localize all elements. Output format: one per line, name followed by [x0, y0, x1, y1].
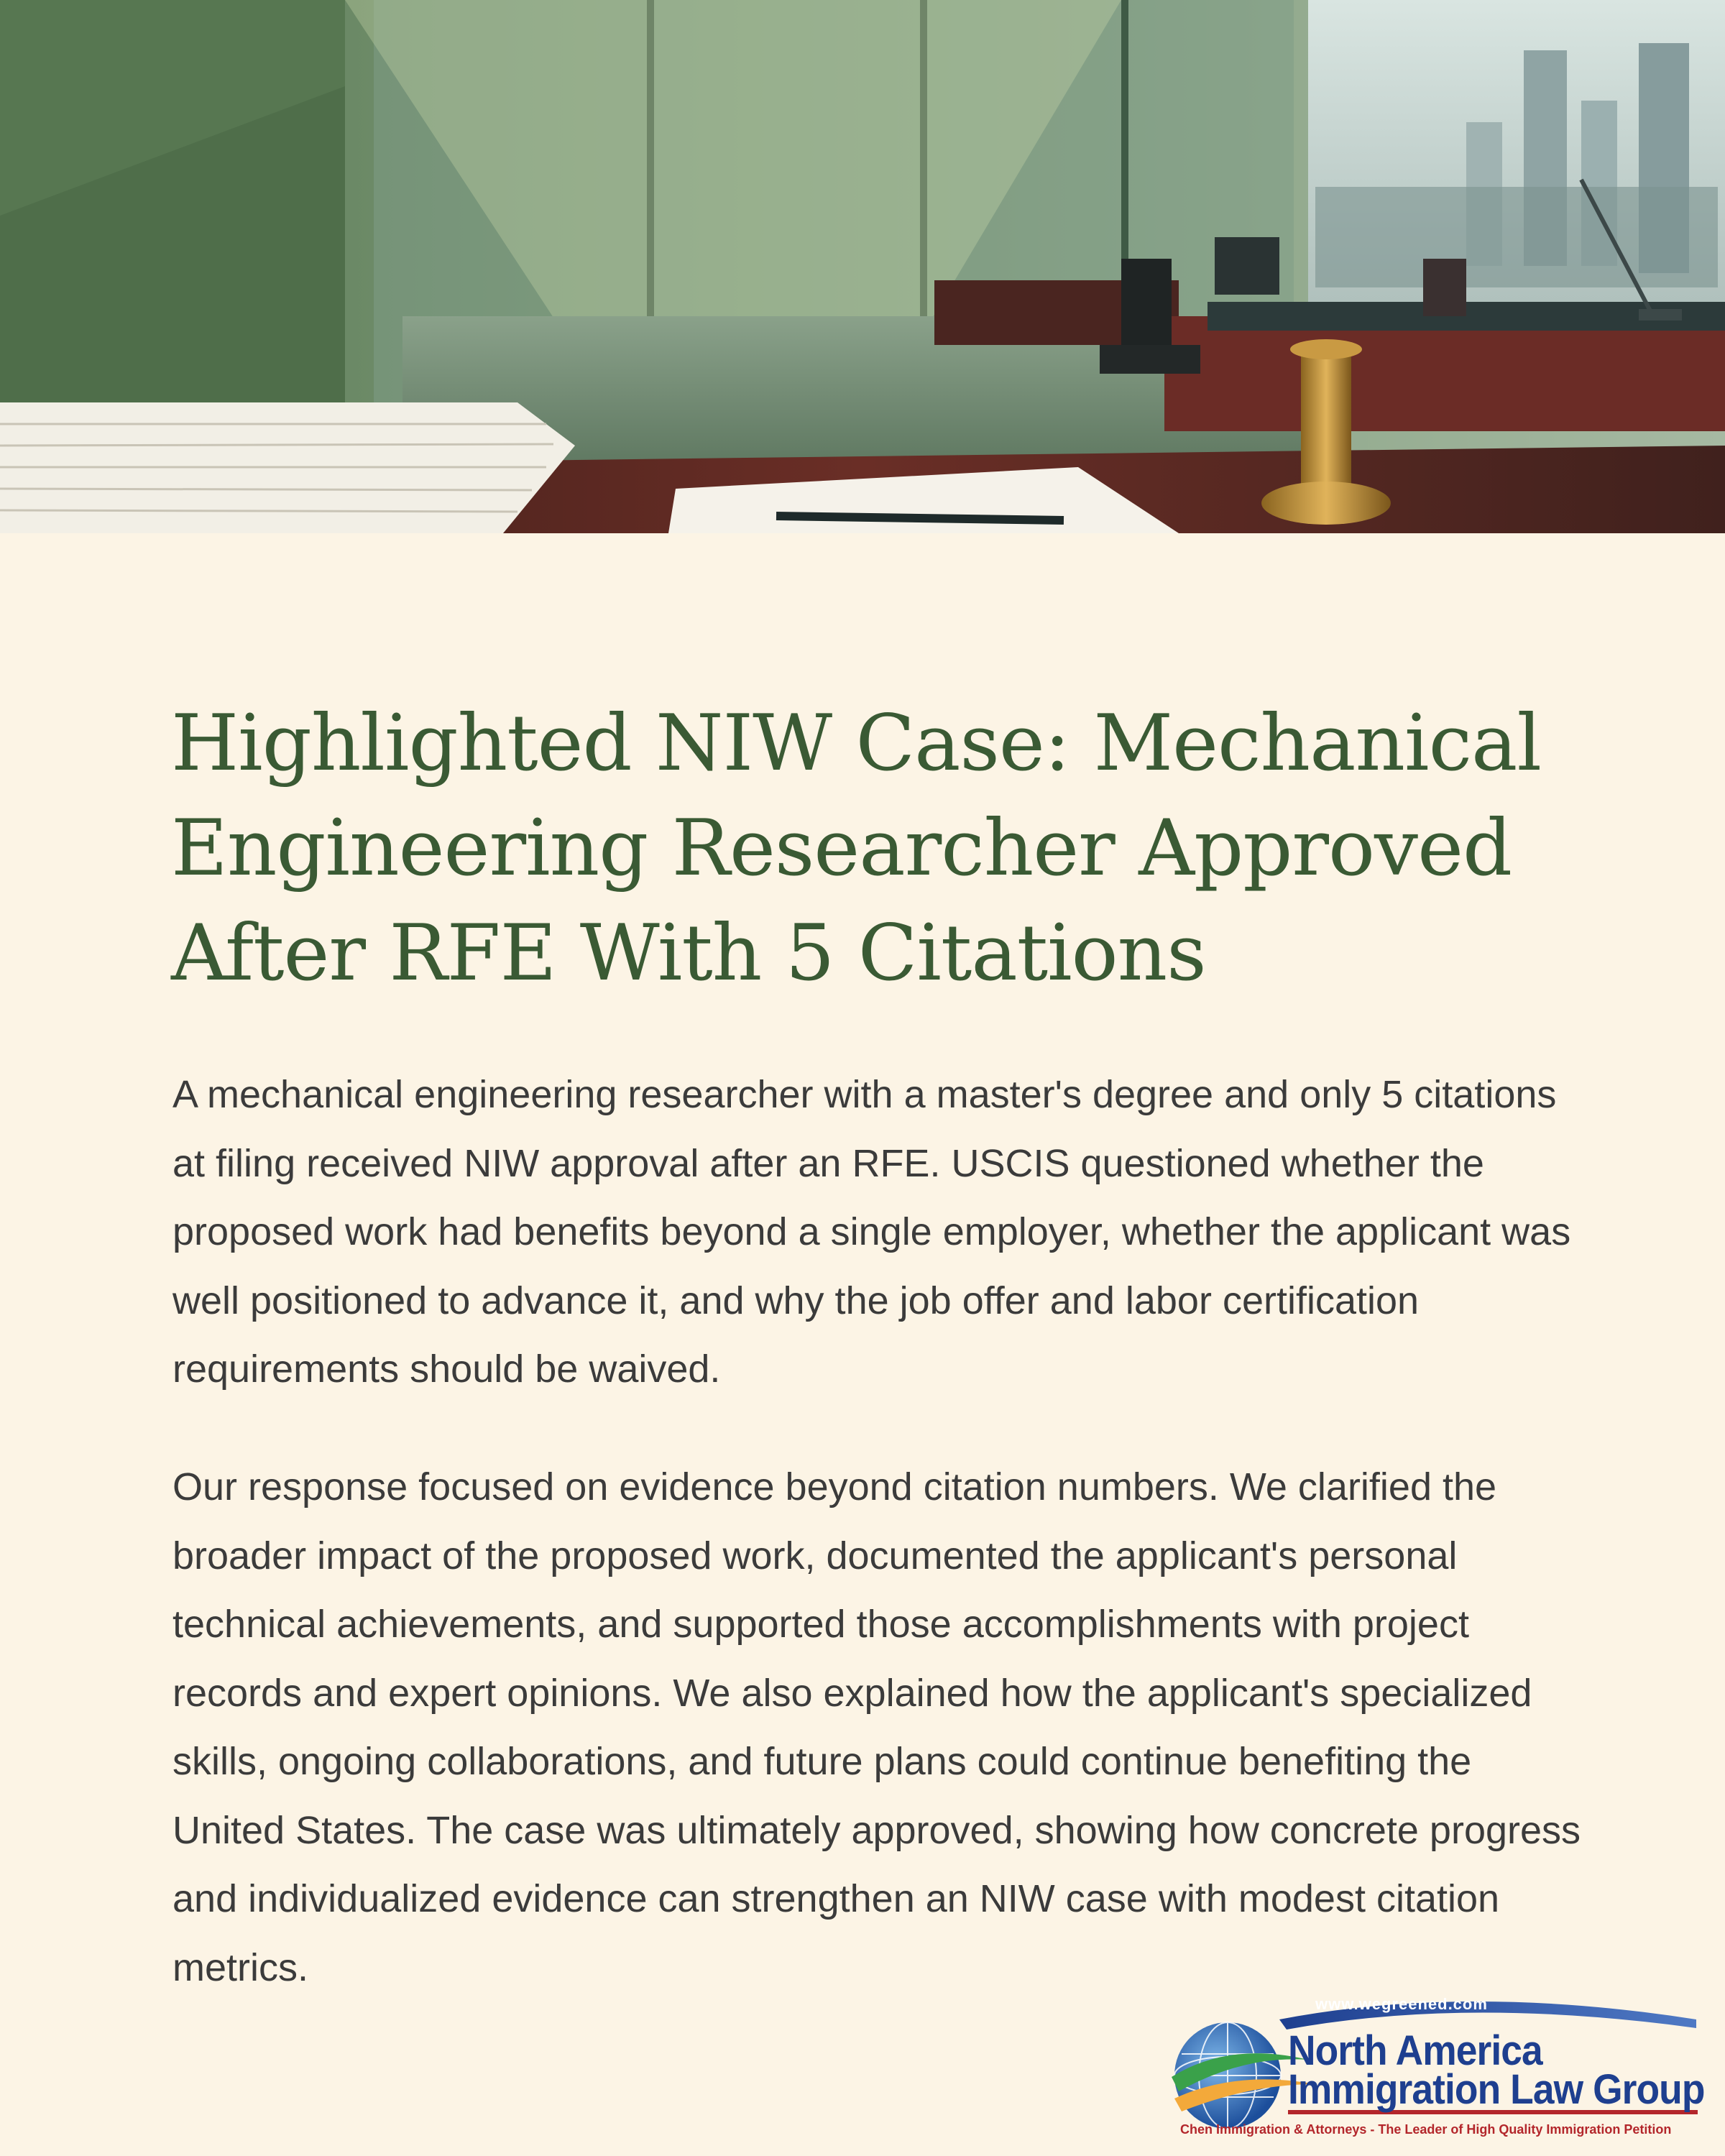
- logo-name-line-1: North America: [1288, 2027, 1542, 2074]
- hero-image: [0, 0, 1725, 533]
- article-paragraph-2: Our response focused on evidence beyond citation numbers. We clarified the broader impact of the proposed work, documented the applicant's personal technical achievements, and supported those accomplishments with project records and expert opinions. We also explained how the applicant's specialized skills, ongoing collaborations, and future plans could continue benefiting the United States. The case was ultimately approved, showing how concrete progress and individualized evidence can strengthen an NIW case with modest citation metrics.: [172, 1465, 1581, 1989]
- article-paragraph-1: A mechanical engineering researcher with a master's degree and only 5 citations at filing received NIW approval after an RFE. USCIS questioned whether the proposed work had benefits beyond a single employer, whether the applicant was well positioned to advance it, and why the job offer and labor certification requirements should be waived.: [172, 1073, 1571, 1391]
- logo-name-line-2: Immigration Law Group: [1288, 2066, 1705, 2113]
- logo-tagline: Chen Immigration & Attorneys - The Leader of High Quality Immigration Petition: [1180, 2122, 1672, 2137]
- company-logo: [1164, 1991, 1711, 2156]
- logo-url: www.wegreened.com: [1315, 1995, 1488, 2013]
- article-title: Highlighted NIW Case: Mechanical Engineering Researcher Approved After RFE With 5 Citations: [171, 699, 1541, 998]
